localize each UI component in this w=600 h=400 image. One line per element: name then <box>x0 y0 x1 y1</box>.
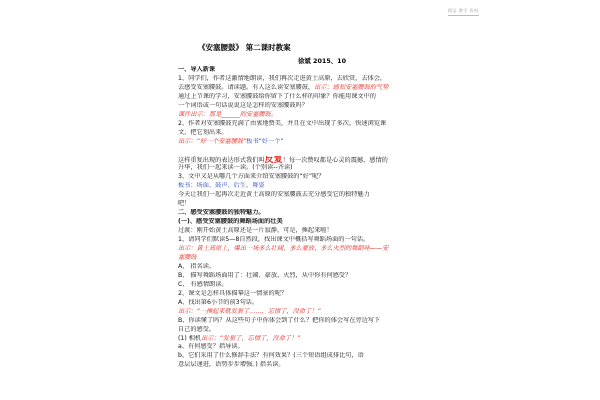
line-text: 1、同学们，作者这激情地朗读，我们再次走进黄土高原，去欣赏，去体会， <box>178 74 387 82</box>
red-annotation: 出示：黄土高原上，爆出一场多么壮阔、多么豪放、多么火烈的舞蹈哇——安 <box>178 245 389 252</box>
text-line <box>178 93 430 101</box>
text-line <box>178 236 430 244</box>
line-text: 意层层递进，语势步步增强。) 指名读。 <box>178 361 285 369</box>
text-line <box>178 75 430 83</box>
text-line <box>178 173 430 181</box>
text-line <box>178 84 430 92</box>
text-line <box>178 326 430 334</box>
text-line <box>178 156 430 165</box>
text-line <box>178 200 430 208</box>
line-text: B、你读懂了吗？从这些句子中你体会到了什么？把你的体会写在旁边写下 <box>178 316 381 324</box>
red-annotation: 课件出示：那是______的安塞腰鼓。 <box>178 110 277 118</box>
line-text: (一)、感受安塞腰鼓的舞蹈场面的壮美 <box>178 218 283 226</box>
line-text: 二、感受安塞腰鼓的独特魅力。 <box>178 209 265 217</box>
text-line <box>178 120 430 128</box>
text-line <box>178 218 430 226</box>
line-text: 过渡：刚开始黄土高原还是一片寂静，可是，捶起来啦！ <box>178 227 333 235</box>
text-line <box>178 317 430 325</box>
document-page <box>178 0 430 400</box>
line-text: 文，把它划出来。 <box>178 128 228 136</box>
text-line <box>178 361 430 369</box>
red-annotation: 出示：“发狠了，忘情了，没命了！” <box>201 334 301 342</box>
line-text: ！每一次赞叹都是心灵的震撼、感情的 <box>282 156 388 164</box>
text-line <box>178 263 430 271</box>
text-line <box>178 227 430 235</box>
text-line <box>178 182 430 190</box>
text-line <box>178 308 430 316</box>
line-text: 这样重复出现的表达形式我们叫 <box>178 156 265 164</box>
line-text: B、 描写舞蹈场面用了：壮阔、豪放、火烈，从中你有何感受？ <box>178 271 352 279</box>
line-text: 一、导入新课 <box>178 66 216 73</box>
blue-annotation: 板书：场面、鼓声、后生、舞姿 <box>178 182 265 190</box>
text-line <box>178 102 430 110</box>
red-annotation: 出示：感知安塞腰鼓的气势 <box>314 83 389 91</box>
text-line <box>178 66 430 74</box>
text-line <box>178 138 430 146</box>
line-text: C、 有感情朗读。 <box>178 280 228 288</box>
line-text: 一个词语或一句话说说这是怎样的安塞腰鼓吗？ <box>178 101 308 109</box>
line-text: 吧！ <box>178 200 191 208</box>
text-line <box>178 129 430 137</box>
highlight-word: 反复 <box>264 155 283 165</box>
text-line <box>178 335 430 343</box>
text-line <box>178 209 430 217</box>
text-line <box>178 290 430 298</box>
text-line <box>178 164 430 172</box>
text-line <box>178 191 430 199</box>
line-text: 2、课文是怎样具体描摹这一情景的呢？ <box>178 289 288 297</box>
line-text: 今天让我们一起再次走近黄土高原的安塞腰鼓去充分感受它的独特魅力 <box>178 191 370 199</box>
line-text: A、 指名读。 <box>178 262 216 270</box>
line-text: A、找出第6小节的前3句话。 <box>178 298 259 306</box>
text-line <box>178 343 430 351</box>
text-line <box>178 352 430 360</box>
line-text: 通过上节课的学习，安塞腰鼓给你留下了什么样的印象？你能用课文中的 <box>178 92 376 100</box>
red-annotation: 塞腰鼓 <box>178 253 197 261</box>
blue-annotation: 板书“好一个” <box>246 137 284 145</box>
text-line <box>178 111 430 119</box>
line-text: 1、请同学们默读5—8自然段，找出课文中概括写舞蹈场面的一句话。 <box>178 236 370 244</box>
line-text: 去感受安塞腰鼓。请读题。有人这么读安塞腰鼓， <box>178 83 315 91</box>
line-text: 3、文中又是从哪几个方面来介绍安塞腰鼓的“好”呢？ <box>178 173 325 181</box>
line-text: 升华，我们一起来读一读。(个别读--齐读) <box>178 164 293 172</box>
author-date: 徐斌 2015、10 <box>298 57 347 65</box>
line-text: 自己的感受。 <box>178 325 216 333</box>
text-line <box>178 254 430 262</box>
line-text: b、它们采用了什么修辞手法？有何效果？(三个短语组成排比句，语 <box>178 352 364 360</box>
red-annotation: 出示：“好一个安塞腰鼓” <box>178 137 247 145</box>
text-line <box>178 245 430 253</box>
watermark: 精品 教学 资料 <box>448 8 479 16</box>
line-text: (1) 相机 <box>178 334 202 342</box>
document-title: 《安塞腰鼓》 第二课时教案 <box>198 43 291 52</box>
text-line <box>178 281 430 289</box>
red-annotation: 出示：“一捶起来就发狠了……，忘情了，没命了！” <box>178 307 321 315</box>
line-text: 2、作者对安塞腰鼓充满了由衷地赞美，并且在文中出现了多次，快速浏览课 <box>178 119 387 127</box>
line-text: a、有何感受？指导读。 <box>178 343 244 351</box>
text-line <box>178 272 430 280</box>
text-line <box>178 299 430 307</box>
